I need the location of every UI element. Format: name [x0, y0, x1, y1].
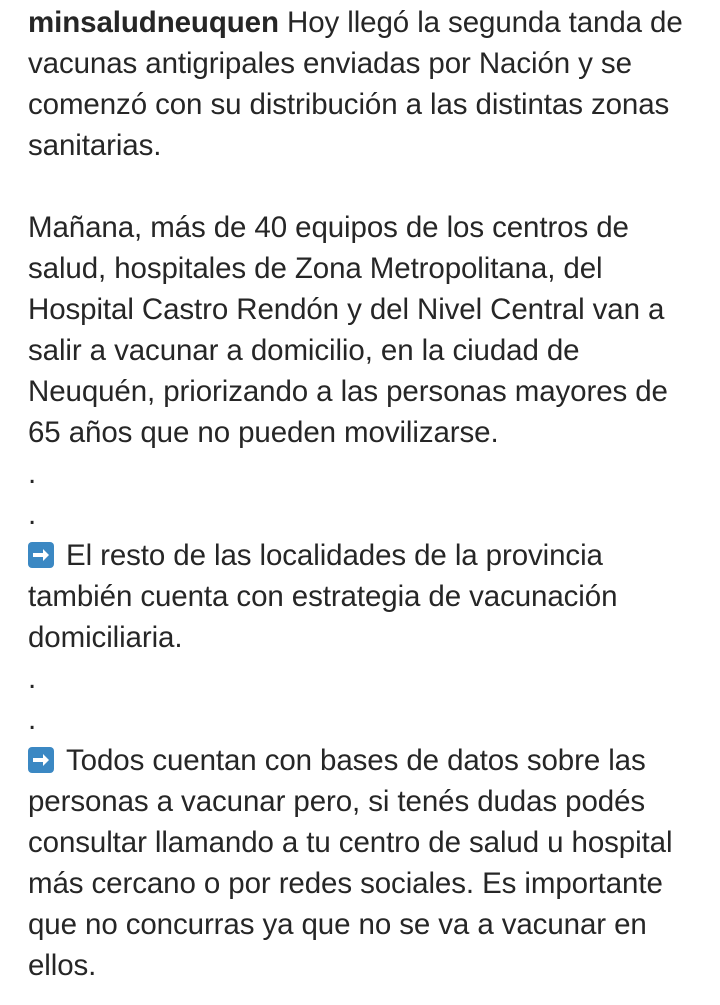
caption-paragraph-2: Mañana, más de 40 equipos de los centros de salud, hospitales de Zona Metropolitana, del Hospital Castro Rendón y del Nivel Central van a salir a vacunar a domicilio, en la ciudad de Neuquén, priorizando a las personas mayores de 65 años que no pueden movilizarse. — [28, 211, 668, 449]
separator-dot: . — [28, 457, 37, 490]
username-link[interactable]: minsaludneuquen — [28, 6, 279, 39]
separator-dot: . — [28, 498, 37, 531]
caption-paragraph-intro — [28, 2, 696, 166]
paragraph-4-text: Todos cuentan con bases de datos sobre las personas a vacunar pero, si tenés dudas podés consultar llamando a tu centro de salud u hospital más cercano o por redes sociales. Es importante que no concurras ya que no se va a vacunar en ellos. — [28, 744, 673, 982]
caption-paragraph-3 — [28, 535, 696, 658]
blank-line — [28, 166, 696, 207]
caption-paragraph-4 — [28, 740, 696, 986]
paragraph-3-text: El resto de las localidades de la provincia también cuenta con estrategia de vacunación domiciliaria. — [28, 539, 618, 654]
separator-dot: . — [28, 662, 37, 695]
right-arrow-icon — [28, 542, 54, 568]
caption-intro-text: Hoy llegó la segunda tanda de vacunas antigripales enviadas por Nación y se comenzó con su distribución a las distintas zonas sanitarias. — [28, 6, 683, 162]
separator-dot: . — [28, 703, 37, 736]
right-arrow-icon — [28, 747, 54, 773]
post-caption — [28, 2, 696, 986]
